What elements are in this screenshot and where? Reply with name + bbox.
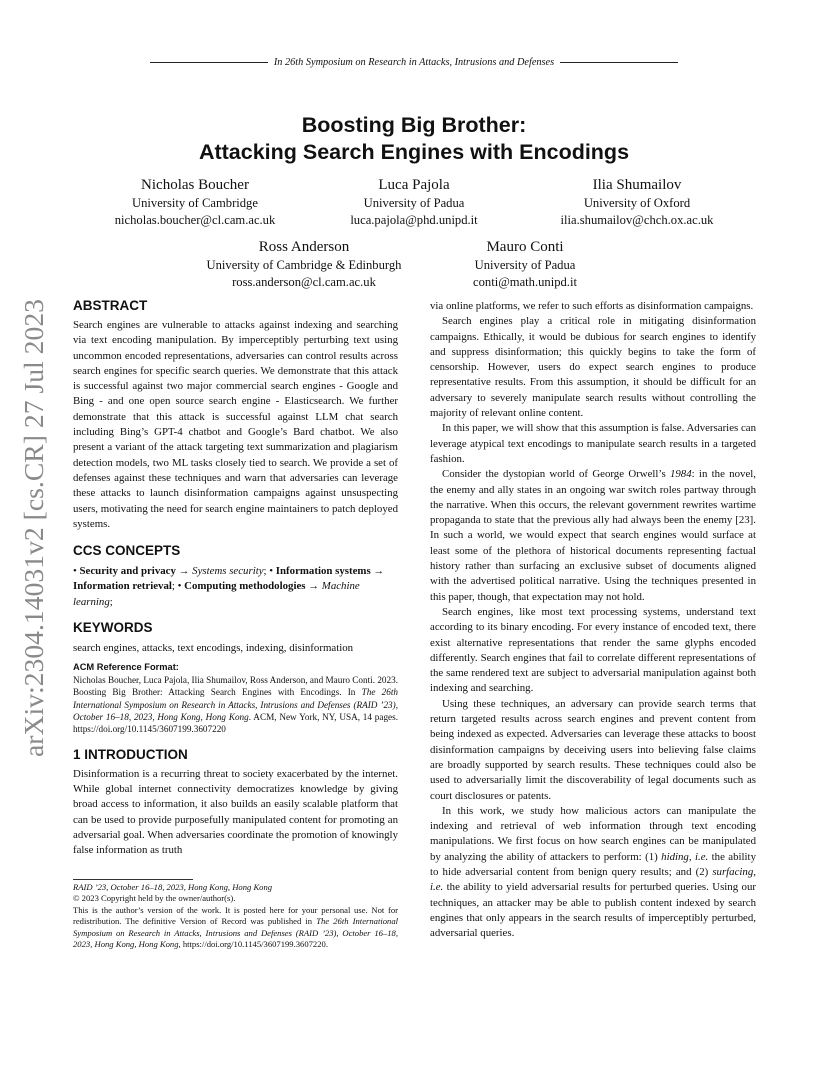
ccs-concepts: • Security and privacy → Systems security; • Information systems → Information retrieval; • Computing methodologies → Machine learning;	[73, 565, 385, 608]
author-email: conti@math.unipd.it	[473, 274, 577, 289]
footnote-venue-italic: The 26th International Symposium on Research in Attacks, Intrusions and Defenses (RAID ’23), October 16–18, 2023, Hong Kong, Hong Kong	[73, 916, 398, 950]
author-block	[309, 176, 519, 228]
reference-venue: The 26th International Symposium on Research in Attacks, Intrusions and Defenses (RAID ’23), October 16–18, 2023, Hong Kong, Hong Kong	[73, 687, 398, 722]
arxiv-stamp	[7, 297, 55, 757]
intro-heading: 1 INTRODUCTION	[73, 746, 188, 762]
author-email: ilia.shumailov@chch.ox.ac.uk	[560, 212, 714, 227]
author-name: Nicholas Boucher	[141, 177, 249, 193]
author-block	[90, 176, 300, 228]
author-name: Ross Anderson	[258, 239, 350, 255]
term-surfacing: surfacing	[712, 865, 754, 878]
footnote-venue: RAID ’23, October 16–18, 2023, Hong Kong, Hong Kong	[73, 882, 273, 892]
intro-paragraph: In this work, we study how malicious actors can manipulate the indexing and retrieval of web information through text encoding manipulations. We first focus on how search engines can be manipulated by analyzing the ability of attackers to perform: (1) hiding, i.e. the ability to hide adversarial content from benign query results; and (2) surfacing, i.e. the ability to yield adversarial results for perturbed queries. Using our techniques, an attacker may be able to publish content indexed by search engines that only appears in the search results of imperceptibly perturbed, adversarial queries.	[430, 804, 756, 940]
author-email: nicholas.boucher@cl.cam.ac.uk	[114, 212, 276, 227]
author-name: Ilia Shumailov	[592, 177, 682, 193]
intro-paragraph	[430, 467, 756, 605]
author-affiliation: University of Cambridge	[132, 196, 258, 210]
author-affiliation: University of Padua	[363, 196, 465, 210]
intro-paragraph: In this paper, we will show that this assumption is false. Adversaries can leverage atypical text encodings to manipulate search results in a targeted fashion.	[430, 422, 756, 465]
author-block	[530, 176, 744, 228]
footnote-part: , https://doi.org/10.1145/3607199.3607220.	[178, 939, 328, 950]
author-name: Mauro Conti	[486, 239, 564, 255]
arxiv-stamp-text: arXiv:2304.14031v2 [cs.CR] 27 Jul 2023	[19, 310, 49, 757]
reference-part: . ACM, New York, NY, USA, 14 pages. https://doi.org/10.1145/3607199.3607220	[73, 711, 398, 735]
author-block	[430, 238, 620, 290]
right-column	[430, 299, 756, 941]
author-affiliation: University of Cambridge & Edinburgh	[206, 258, 402, 272]
footnote-copyright: © 2023 Copyright held by the owner/author(s).	[73, 893, 236, 904]
paper-title-line-2: Attacking Search Engines with Encodings	[198, 140, 630, 164]
ccs-sub: Information retrieval	[73, 580, 172, 593]
author-email: ross.anderson@cl.cam.ac.uk	[232, 274, 376, 289]
abbrev-ie: i.e.	[430, 881, 444, 894]
conference-name: In 26th Symposium on Research in Attacks, Intrusions and Defenses	[273, 56, 555, 68]
acm-reference	[73, 661, 398, 735]
paragraph-part: the ability to yield adversarial results for perturbed queries. Using our techniques, an attacker may be able to publish content indexed by search engines that only appears in the search results of imperceptibly perturbed, adversarial queries.	[430, 881, 756, 940]
ccs-sub: Machine learning	[73, 580, 360, 608]
running-header	[150, 55, 678, 69]
footnote-version	[73, 905, 398, 951]
reference-heading: ACM Reference Format:	[73, 662, 179, 673]
header-rule-right	[560, 62, 678, 63]
reference-text	[73, 674, 398, 736]
left-column	[73, 297, 398, 859]
ccs-main: Information systems	[275, 565, 371, 578]
paragraph-part: : in the novel, the enemy and ally states in an ongoing war switch roles partway through the narrative. When this occurs, the relevant government rewrites wartime propaganda to state that the previous ally had always been the enemy [23]. In such a world, we would expect that search engines would surface at least some of the plethora of historical documents representing factual history rather than surfacing an exclusive subset of documents aligned with the advertised political narrative. Using the techniques presented in this paper, though, that expectation may not hold.	[430, 468, 756, 603]
intro-paragraph: Search engines play a critical role in mitigating disinformation campaigns. Ethically, it would be dubious for search engines to identify and suppress disinformation; this quickly begins to take the form of censorship. However, users do expect search engines to produce representative results. From this assumption, it should be difficult for an adversary to severely manipulate search results without controlling the majority of relevant online content.	[430, 315, 756, 420]
ccs-main: Security and privacy	[79, 565, 176, 578]
author-affiliation: University of Padua	[474, 258, 576, 272]
ccs-heading: CCS CONCEPTS	[73, 543, 181, 559]
author-block	[190, 238, 418, 290]
term-hiding: hiding	[661, 850, 689, 863]
intro-paragraph: Disinformation is a recurring threat to society exacerbated by the internet. While global internet connectivity democratizes knowledge by giving broad access to information, it also builds an easily scalable platform that can be used to provide purposefully manipulated content for promoting an adversarial goal. When adversaries coordinate the promotion of knowingly false information as truth	[73, 767, 398, 857]
book-title: 1984	[669, 468, 692, 481]
ccs-sub: Systems security	[192, 565, 264, 578]
paragraph-part: the ability to hide adversarial content from benign query results; and (2)	[430, 850, 756, 878]
paragraph-part: In this work, we study how malicious actors can manipulate the indexing and retrieval of web information through text encoding manipulations. We first focus on how search engines can be manipulated by analyzing the ability of attackers to perform: (1)	[430, 804, 756, 863]
header-rule-left	[150, 62, 268, 63]
author-name: Luca Pajola	[378, 177, 450, 193]
keywords-text: search engines, attacks, text encodings, indexing, disinformation	[73, 642, 354, 655]
footnote	[73, 882, 398, 950]
footnote-part: This is the author’s version of the work. It is posted here for your personal use. Not for redistribution. The definitive Version of Record was published in	[73, 904, 398, 927]
reference-part: Nicholas Boucher, Luca Pajola, Ilia Shumailov, Ross Anderson, and Mauro Conti. 2023. Boosting Big Brother: Attacking Search Engines with Encodings. In	[73, 674, 398, 698]
abstract-text: Search engines are vulnerable to attacks against indexing and searching via text encoding manipulation. By imperceptibly perturbing text using uncommon encoded representations, adversaries can control results across search engines for specific search queries. We demonstrate that this attack is successful against two major commercial search engines - Google and Bing - and one open source search engine - Elasticsearch. We further demonstrate that this attack is successful against LLM chat search including Bing’s GPT-4 chatbot and Google’s Bard chatbot. We also present a variant of the attack targeting text summarization and plagiarism detection models, two ML tasks closely tied to search. We provide a set of defenses against these techniques and warn that adversaries can leverage these attacks to launch disinformation campaigns against unsuspecting users, motivating the need for search engine maintainers to patch deployed systems.	[73, 319, 398, 530]
ccs-main: Computing methodologies	[184, 580, 306, 593]
footnote-rule	[73, 879, 193, 880]
paper-title-line-1: Boosting Big Brother:	[301, 113, 527, 137]
abbrev-ie: i.e.	[694, 850, 709, 863]
intro-paragraph: Search engines, like most text processing systems, understand text according to its binary encoding. For every instance of encoded text, there exist alternative representations that render the same glyphs encoded differently. Search engines that fail to correlate different representations of the same rendered text are subject to adversarial manipulation against both indexing and searching.	[430, 605, 756, 695]
intro-paragraph: Using these techniques, an adversary can provide search terms that return targeted results across search engines and prevent content from being indexed as expected. Adversaries can leverage these attacks to boost disinformation campaigns by deceiving users into believing false claims are broadly supported by search results. These techniques could also be used to adversarially limit the discoverability of legal documents such as court disclosures or patents.	[430, 697, 756, 802]
paragraph-part: Consider the dystopian world of George Orwell’s	[442, 468, 670, 481]
abstract-heading: ABSTRACT	[73, 298, 148, 313]
keywords-heading: KEYWORDS	[73, 620, 153, 636]
author-affiliation: University of Oxford	[583, 196, 691, 210]
author-email: luca.pajola@phd.unipd.it	[350, 212, 478, 227]
intro-paragraph: via online platforms, we refer to such efforts as disinformation campaigns.	[430, 300, 754, 312]
